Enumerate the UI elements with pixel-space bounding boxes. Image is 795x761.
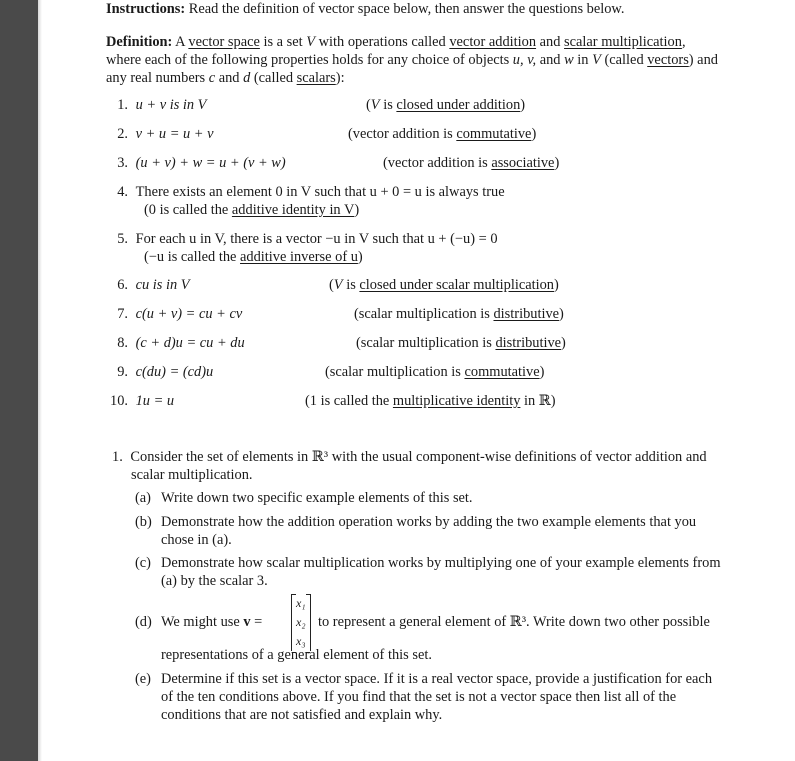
math: V — [306, 34, 316, 50]
text: ) — [561, 335, 566, 351]
definition-line-3 — [106, 69, 345, 87]
property-statement: cu is in V — [135, 277, 190, 293]
property-1-note — [366, 96, 525, 114]
part-label: (d) — [135, 614, 152, 630]
part-text: Demonstrate how the addition operation works by adding the two example elements that you — [161, 514, 697, 530]
text: ) — [354, 202, 360, 218]
property-2-note — [348, 125, 536, 143]
property-statement: There exists an element 0 in V such that u + 0 = u is always true — [135, 184, 505, 200]
math: c — [208, 70, 216, 86]
part-e-line-3: conditions that are not satisfied and explain why. — [161, 707, 443, 723]
text: (0 is called the — [144, 202, 232, 218]
text: ) — [531, 126, 537, 142]
part-d-line-2: representations of a general element of this set. — [161, 647, 432, 663]
text: is — [342, 277, 360, 293]
math: u, v, — [512, 52, 537, 68]
part-label: (a) — [135, 490, 151, 506]
text: in ℝ) — [520, 393, 556, 409]
property-6 — [106, 276, 190, 294]
text: ) — [539, 364, 545, 380]
part-c-line-2: (a) by the scalar 3. — [161, 573, 268, 589]
text: ) — [559, 306, 564, 322]
definition-line-2 — [106, 51, 718, 69]
part-label: (b) — [135, 514, 152, 530]
property-4 — [106, 183, 505, 201]
list-number: 10. — [110, 393, 128, 409]
term: distributive — [495, 335, 562, 351]
text: ) — [554, 155, 560, 171]
text: in — [573, 52, 593, 68]
part-d-text: to represent a general element of ℝ³. Write down two other possible — [318, 614, 710, 630]
term: multiplicative identity — [392, 393, 521, 409]
part-text: Determine if this set is a vector space. If it is a real vector space, provide a justification for each — [161, 671, 713, 687]
property-8-note — [356, 334, 566, 352]
part-label: (c) — [135, 555, 151, 571]
text: with operations called — [315, 34, 450, 50]
list-number: 3. — [117, 155, 128, 171]
text: is — [379, 97, 397, 113]
vector-component: x₃ — [296, 634, 306, 648]
term: commutative — [456, 126, 532, 142]
question-text: Consider the set of elements in ℝ³ with the usual component-wise definitions of vector addition and — [130, 449, 707, 465]
property-5 — [106, 230, 498, 248]
property-statement: c(du) = (cd)u — [135, 364, 214, 380]
part-b-line-2: chose in (a). — [161, 532, 232, 548]
text: (vector addition is — [383, 155, 492, 171]
definition-label: Definition: — [106, 34, 173, 50]
property-3 — [106, 154, 286, 172]
term-scalar-multiplication: scalar multiplication — [564, 34, 682, 50]
property-7-note — [354, 305, 564, 323]
term: commutative — [464, 364, 540, 380]
text: ) and — [688, 52, 718, 68]
text: (called — [600, 52, 648, 68]
text: (scalar multiplication is — [356, 335, 496, 351]
term: closed under addition — [396, 97, 521, 113]
property-6-note — [329, 276, 559, 294]
instructions-label: Instructions: — [106, 1, 186, 17]
part-e-line-2: of the ten conditions above. If you find that the set is not a vector space then list all of the — [161, 689, 677, 705]
property-statement: u + v is in V — [135, 97, 207, 113]
text: (vector addition is — [348, 126, 457, 142]
term: additive inverse of u — [240, 249, 358, 265]
list-number: 8. — [117, 335, 128, 351]
text: ) — [554, 277, 559, 293]
part-text: Write down two specific example elements of this set. — [161, 490, 473, 506]
term: additive identity in V — [231, 202, 355, 218]
property-8 — [106, 334, 245, 352]
text: is a set — [259, 34, 307, 50]
math: V — [333, 277, 343, 293]
part-d — [135, 613, 262, 631]
text: (scalar multiplication is — [354, 306, 494, 322]
property-10-note — [305, 392, 556, 410]
list-number: 6. — [117, 277, 128, 293]
column-vector-bracket — [291, 594, 311, 651]
part-text: We might use — [161, 614, 244, 630]
text: and — [215, 70, 244, 86]
text: (−u is called the — [144, 249, 241, 265]
viewer-sidebar — [0, 0, 38, 761]
text: ( — [329, 277, 334, 293]
math: V — [370, 97, 380, 113]
property-5-line-2 — [144, 248, 363, 266]
term-vector-space: vector space — [188, 34, 260, 50]
list-number: 7. — [117, 306, 128, 322]
part-text: Demonstrate how scalar multiplication works by multiplying one of your example elements from — [161, 555, 721, 571]
list-number: 4. — [117, 184, 128, 200]
question-number: 1. — [112, 449, 123, 465]
vector-component: x₁ — [296, 596, 306, 610]
property-10 — [106, 392, 174, 410]
sidebar-shadow — [38, 0, 42, 761]
text: ) — [520, 97, 526, 113]
term: associative — [491, 155, 555, 171]
definition-line-1 — [106, 33, 757, 51]
property-statement: c(u + v) = cu + cv — [135, 306, 243, 322]
property-statement: v + u = u + v — [135, 126, 214, 142]
text: (called — [250, 70, 297, 86]
list-number: 5. — [117, 231, 128, 247]
property-7 — [106, 305, 242, 323]
text: and — [536, 52, 565, 68]
text: any real numbers — [106, 70, 209, 86]
list-number: 1. — [117, 97, 128, 113]
question-1-line-2: scalar multiplication. — [131, 467, 253, 483]
term: closed under scalar multiplication — [359, 277, 555, 293]
property-3-note — [383, 154, 559, 172]
vector-symbol: v — [243, 614, 251, 630]
property-4-line-2 — [144, 201, 359, 219]
term-vectors: vectors — [647, 52, 689, 68]
instructions-text: Read the definition of vector space below, then answer the questions below. — [185, 1, 625, 17]
list-number: 9. — [117, 364, 128, 380]
text: ) — [357, 249, 363, 265]
math: w — [564, 52, 574, 68]
term: distributive — [493, 306, 560, 322]
text: where each of the following properties holds for any choice of objects — [106, 52, 513, 68]
term-vector-addition: vector addition — [449, 34, 537, 50]
text: ): — [335, 70, 345, 86]
text: (scalar multiplication is — [325, 364, 465, 380]
text: and — [536, 34, 565, 50]
part-b — [135, 513, 696, 531]
equals: = — [250, 614, 263, 630]
property-statement: (c + d)u = cu + du — [135, 335, 245, 351]
text: , — [681, 34, 686, 50]
column-vector — [291, 594, 311, 651]
property-9 — [106, 363, 213, 381]
math: V — [592, 52, 601, 68]
text: A — [175, 34, 189, 50]
term-scalars: scalars — [296, 70, 336, 86]
part-label: (e) — [135, 671, 151, 687]
part-a — [135, 489, 473, 507]
part-e — [135, 670, 712, 688]
property-9-note — [325, 363, 544, 381]
part-c — [135, 554, 721, 572]
property-statement: For each u in V, there is a vector −u in V such that u + (−u) = 0 — [135, 231, 498, 247]
math: d — [243, 70, 251, 86]
property-statement: 1u = u — [135, 393, 175, 409]
list-number: 2. — [117, 126, 128, 142]
vector-component: x₂ — [296, 615, 306, 629]
property-1 — [106, 96, 206, 114]
text: (1 is called the — [305, 393, 393, 409]
instructions-line — [106, 0, 624, 18]
question-1-line-1 — [112, 448, 707, 466]
property-statement: (u + v) + w = u + (v + w) — [135, 155, 286, 171]
text: ( — [366, 97, 371, 113]
property-2 — [106, 125, 214, 143]
